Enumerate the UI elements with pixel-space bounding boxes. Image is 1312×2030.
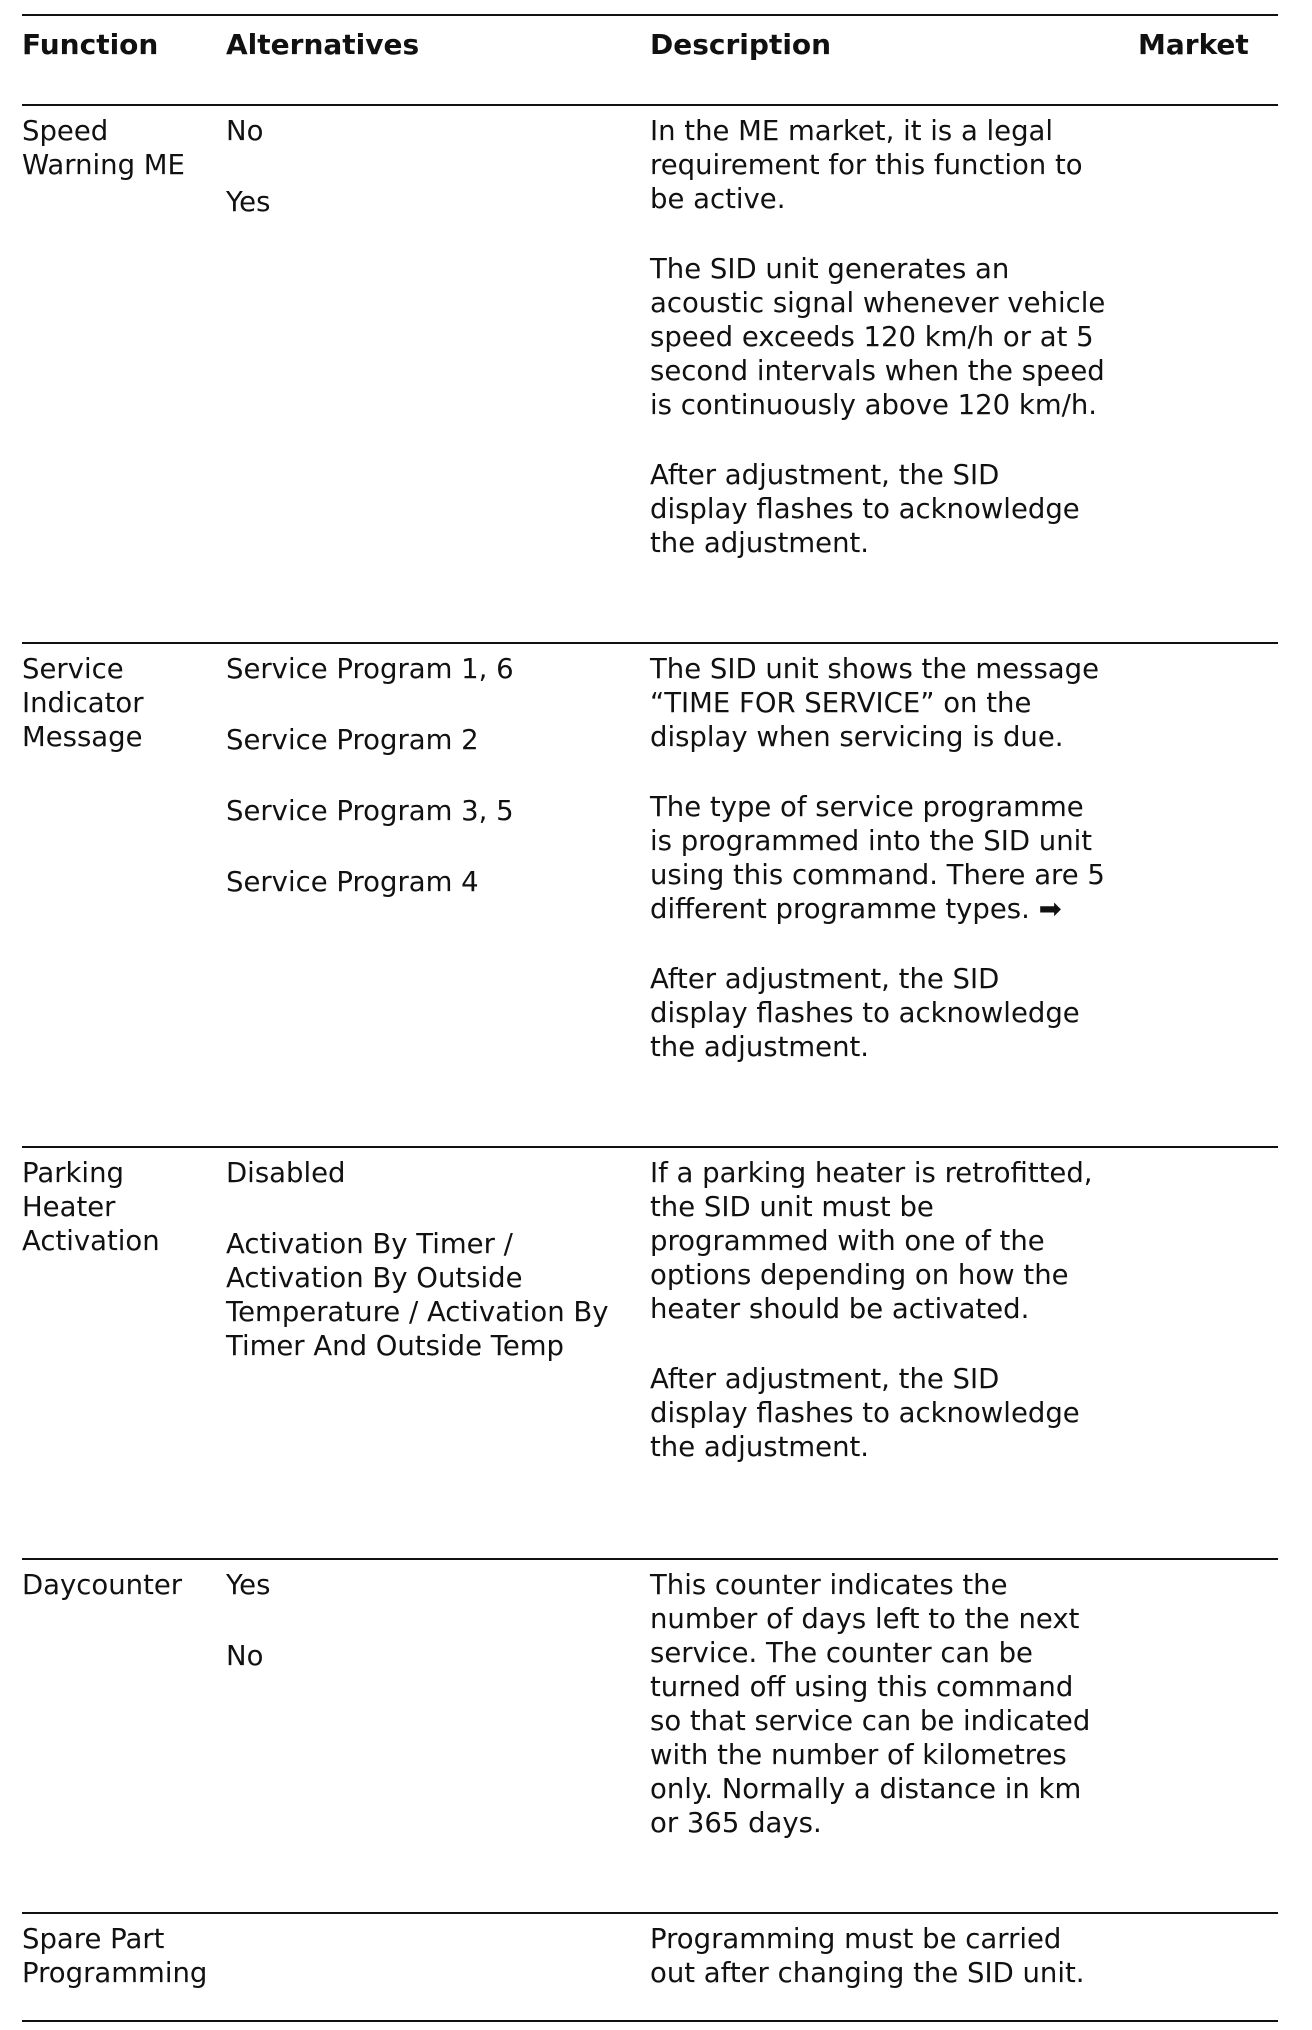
row-description-speed-warning <box>650 114 1130 560</box>
alternative-item: Disabled <box>226 1157 346 1189</box>
row-function-daycounter: Daycounter <box>22 1569 183 1601</box>
description-paragraph: This counter indicates the number of days left to the next service. The counter can be turned off using this command so that service can be indicated with the number of kilometres only. Normally a distance in km or 365 days. <box>650 1569 1091 1839</box>
row-separator <box>22 1912 1278 1914</box>
row-separator <box>22 642 1278 644</box>
row-description-service-indicator <box>650 652 1130 1064</box>
description-paragraph: Programming must be carried out after changing the SID unit. <box>650 1923 1085 1989</box>
row-alternatives-speed-warning <box>226 114 646 219</box>
row-description-daycounter <box>650 1568 1130 1840</box>
row-function-service-indicator: Service Indicator Message <box>22 653 144 753</box>
description-paragraph: After adjustment, the SID display flashes to acknowledge the adjustment. <box>650 1363 1080 1463</box>
table-bottom-rule <box>22 2020 1278 2022</box>
alternative-item: Service Program 2 <box>226 724 479 756</box>
alternative-item: No <box>226 1640 264 1672</box>
alternative-item: Yes <box>226 186 271 218</box>
alternative-item: Service Program 4 <box>226 866 479 898</box>
row-separator <box>22 1146 1278 1148</box>
header-function: Function <box>22 28 159 61</box>
description-paragraph: The SID unit shows the message “TIME FOR SERVICE” on the display when servicing is due. <box>650 653 1099 753</box>
alternative-item: Yes <box>226 1569 271 1601</box>
header-alternatives: Alternatives <box>226 28 420 61</box>
alternative-item: Service Program 1, 6 <box>226 653 514 685</box>
description-paragraph: In the ME market, it is a legal requirement for this function to be active. <box>650 115 1083 215</box>
row-alternatives-daycounter <box>226 1568 646 1673</box>
header-market: Market <box>1138 28 1249 61</box>
row-function-spare-part: Spare Part Programming <box>22 1923 208 1989</box>
header-description: Description <box>650 28 832 61</box>
table-top-rule <box>22 14 1278 16</box>
row-alternatives-service-indicator <box>226 652 646 899</box>
description-paragraph: After adjustment, the SID display flashes to acknowledge the adjustment. <box>650 963 1080 1063</box>
row-alternatives-parking-heater <box>226 1156 646 1363</box>
row-description-spare-part <box>650 1922 1130 1990</box>
row-separator <box>22 1558 1278 1560</box>
row-function-speed-warning: Speed Warning ME <box>22 115 185 181</box>
row-function-parking-heater: Parking Heater Activation <box>22 1157 160 1257</box>
description-paragraph: If a parking heater is retrofitted, the SID unit must be programmed with one of the options depending on how the heater should be activated. <box>650 1157 1093 1325</box>
description-paragraph: After adjustment, the SID display flashes to acknowledge the adjustment. <box>650 459 1080 559</box>
row-description-parking-heater <box>650 1156 1130 1464</box>
alternative-item: Activation By Timer / Activation By Outside Temperature / Activation By Timer And Outside Temp <box>226 1228 609 1362</box>
description-paragraph: The type of service programme is programmed into the SID unit using this command. There are 5 different programme types. ➡ <box>650 791 1105 925</box>
alternative-item: Service Program 3, 5 <box>226 795 514 827</box>
description-paragraph: The SID unit generates an acoustic signal whenever vehicle speed exceeds 120 km/h or at 5 second intervals when the speed is continuously above 120 km/h. <box>650 253 1106 421</box>
alternative-item: No <box>226 115 264 147</box>
header-bottom-rule <box>22 104 1278 106</box>
